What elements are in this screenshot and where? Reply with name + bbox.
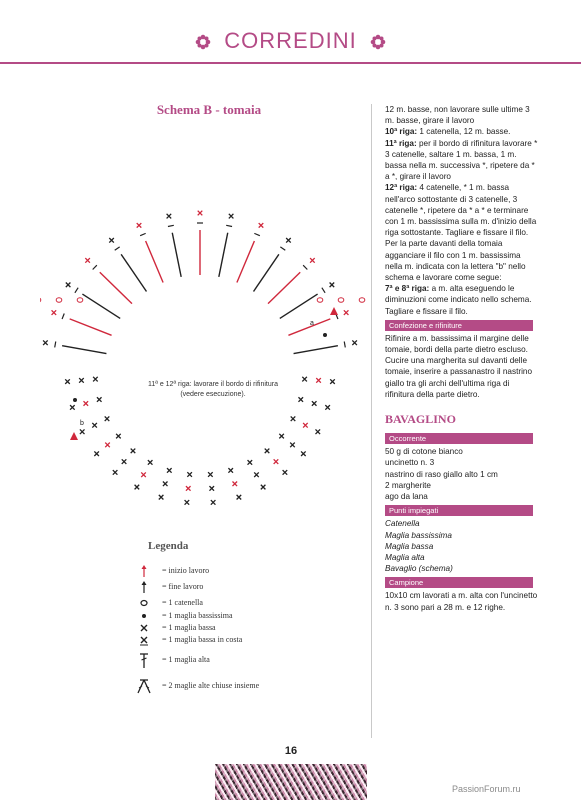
stitch-top — [62, 314, 64, 320]
paragraph: Rifinire a m. bassissima il margine delle tomaie, bordi della parte dietro escluso. — [385, 333, 529, 355]
row-text: 4 catenelle, * 1 m. bassa nell'arco sottostante di 3 catenelle, 3 catenelle *, ripetere da * a * e terminare con 1 m. bassissima sulla m. d'inizio della riga sottostante. Tagliare e fissare il filo. — [385, 183, 537, 238]
stitch-top — [303, 265, 307, 269]
stitch-top — [93, 265, 97, 269]
start-arrow-mark — [330, 307, 338, 315]
legend-label: = 1 catenella — [162, 598, 203, 607]
row-text: 1 catenella, 12 m. basse. — [417, 127, 511, 137]
single-crochet-mark — [70, 405, 75, 410]
single-crochet-mark — [94, 451, 99, 456]
single-crochet-mark — [283, 470, 288, 475]
double-crochet-mark — [100, 272, 132, 303]
single-crochet-mark — [135, 485, 140, 490]
double-crochet-mark — [70, 319, 112, 335]
single-crochet-icon — [138, 622, 150, 634]
row-label: 10ª riga: — [385, 127, 418, 137]
single-crochet-mark — [248, 460, 253, 465]
materials-item: ago da lana — [385, 492, 428, 502]
bavaglino-title: BAVAGLINO — [385, 412, 456, 427]
section-heading-punti: Punti impiegati — [385, 505, 533, 516]
chain-mark — [56, 298, 62, 302]
paragraph — [385, 138, 540, 183]
stitch-item: Maglia alta — [385, 552, 425, 562]
paragraph — [385, 182, 540, 238]
single-crochet-mark — [208, 472, 213, 477]
single-crochet-mark — [185, 500, 190, 505]
row-text: per il bordo di rifinitura lavorare * 3 catenelle, saltare 1 m. bassa, 1 m. bassa nella m. successiva *, ripetere da * a *, girare il lavoro — [385, 138, 538, 182]
double-crochet-mark — [219, 233, 228, 277]
legend-label: = inizio lavoro — [162, 566, 210, 575]
paragraph: Per la parte davanti della tomaia agganciare il filo con 1 m. bassissima nella m. indicata con la lettera "b" nello schema e lavorare come segue: — [385, 239, 526, 283]
label-a: a — [310, 320, 314, 327]
single-crochet-mark — [116, 434, 121, 439]
single-crochet-mark — [105, 443, 110, 448]
stitch-top — [168, 225, 174, 226]
single-crochet-mark — [232, 482, 237, 487]
single-crochet-mark — [344, 310, 349, 315]
watermark: PassionForum.ru — [452, 784, 521, 794]
single-crochet-mark — [141, 472, 146, 477]
single-crochet-mark — [312, 401, 317, 406]
page-title: CORREDINI — [224, 28, 357, 53]
single-crochet-mark — [274, 459, 279, 464]
crochet-diagram — [40, 120, 370, 520]
single-crochet-mark — [265, 449, 270, 454]
single-crochet-mark — [93, 377, 98, 382]
header-title-wrap — [0, 28, 581, 54]
single-crochet-mark — [109, 238, 114, 243]
legend-item-sc-back — [148, 634, 358, 654]
single-crochet-mark — [303, 423, 308, 428]
single-crochet-mark — [315, 429, 320, 434]
materials-item: 50 g di cotone bianco — [385, 447, 463, 457]
row-text: a m. alta eseguendo le diminuzioni come indicato nello schema. — [385, 284, 532, 305]
stitch-item: Catenella — [385, 519, 420, 529]
single-crochet-mark — [186, 486, 191, 491]
single-crochet-mark — [198, 211, 203, 216]
single-crochet-mark — [228, 468, 233, 473]
single-crochet-mark — [92, 423, 97, 428]
double-crochet-mark — [268, 272, 300, 303]
single-crochet-mark — [97, 397, 102, 402]
chain-mark — [77, 298, 83, 302]
double-crochet-mark — [294, 346, 338, 354]
stitch-top — [344, 342, 345, 348]
stitch-item: Maglia bassa — [385, 541, 434, 551]
paragraph — [385, 126, 540, 137]
stitch-item: Maglia bassissima — [385, 530, 452, 540]
single-crochet-mark — [167, 468, 172, 473]
dc2tog-icon — [134, 678, 154, 694]
legend-label: = 1 maglia bassa — [162, 623, 216, 632]
materials-item: uncinetto n. 3 — [385, 458, 435, 468]
row-label: 11ª riga: — [385, 138, 417, 148]
legend-label: = fine lavoro — [162, 582, 204, 591]
paragraph: 10x10 cm lavorati a m. alta con l'uncinetto n. 3 sono pari a 28 m. e 12 righe. — [385, 591, 538, 612]
single-crochet-mark — [310, 258, 315, 263]
double-crochet-mark — [121, 254, 146, 291]
chain-icon — [138, 597, 150, 609]
double-crochet-mark — [146, 241, 163, 282]
instructions-column — [385, 104, 540, 613]
stitch-top — [322, 288, 325, 293]
double-crochet-icon — [138, 652, 150, 668]
stitch-top — [254, 233, 260, 235]
single-crochet-mark — [79, 378, 84, 383]
legend-label: = 1 maglia bassissima — [162, 611, 233, 620]
single-crochet-mark — [84, 401, 89, 406]
legend-title: Legenda — [148, 540, 189, 552]
chain-mark — [338, 298, 344, 302]
double-crochet-mark — [254, 254, 279, 291]
single-crochet-mark — [131, 449, 136, 454]
legend-item-start — [148, 565, 358, 581]
stitch-top — [55, 342, 56, 348]
single-crochet-mark — [209, 486, 214, 491]
stitch-item: Bavaglio (schema) — [385, 564, 453, 574]
single-crochet-mark — [279, 434, 284, 439]
section-heading-campione: Campione — [385, 577, 533, 588]
single-crochet-mark — [159, 495, 164, 500]
slip-stitch-mark — [323, 333, 327, 337]
header-rule — [0, 62, 581, 64]
stitch-top — [280, 247, 285, 250]
legend-item-chain — [148, 597, 358, 610]
single-crochet-mark — [298, 397, 303, 402]
slip-stitch-icon — [138, 610, 150, 622]
section-heading-occorrente: Occorrente — [385, 433, 533, 444]
single-crochet-mark — [237, 495, 242, 500]
diagram-caption: 11ª e 12ª riga: lavorare il bordo di rifinitura (vedere esecuzione). — [148, 381, 278, 398]
single-crochet-mark — [261, 485, 266, 490]
single-crochet-mark — [66, 283, 71, 288]
single-crochet-mark — [105, 416, 110, 421]
row-label: 7ª e 8ª riga: — [385, 284, 430, 294]
single-crochet-mark — [65, 379, 70, 384]
stitch-top — [226, 225, 232, 226]
single-crochet-mark — [229, 214, 234, 219]
stitch-top — [140, 233, 146, 235]
double-crochet-mark — [62, 346, 106, 354]
paragraph: Cucire una margherita sul davanti delle tomaie, inserire a passanastro il nastrino giallo tra gli archi dell'ultima riga di rifinitura della parte dietro. — [385, 356, 532, 399]
start-arrow-mark — [70, 432, 78, 440]
column-divider — [371, 104, 372, 738]
double-crochet-mark — [237, 241, 254, 282]
page-header — [0, 0, 581, 64]
single-crochet-mark — [330, 283, 335, 288]
single-crochet-mark — [80, 429, 85, 434]
single-crochet-mark — [325, 405, 330, 410]
legend-item-dc2tog — [148, 680, 358, 696]
single-crochet-mark — [122, 459, 127, 464]
legend-item-sc — [148, 622, 358, 634]
flower-icon — [370, 34, 386, 50]
paragraph — [385, 283, 540, 305]
row-label: 12ª riga: — [385, 183, 418, 193]
single-crochet-mark — [352, 340, 357, 345]
chain-mark — [317, 298, 323, 302]
sc-back-loop-icon — [138, 634, 150, 646]
single-crochet-mark — [259, 223, 264, 228]
legend-item-dc — [148, 654, 358, 680]
legend — [148, 540, 358, 696]
single-crochet-mark — [187, 472, 192, 477]
single-crochet-mark — [163, 482, 168, 487]
paragraph: 12 m. basse, non lavorare sulle ultime 3 m. basse, girare il lavoro — [385, 105, 530, 126]
chain-mark — [359, 298, 365, 302]
stitch-top — [75, 288, 78, 293]
double-crochet-mark — [172, 233, 181, 277]
single-crochet-mark — [167, 214, 172, 219]
double-crochet-mark — [280, 294, 318, 318]
single-crochet-mark — [43, 340, 48, 345]
legend-item-slip — [148, 610, 358, 622]
section-heading-confezione: Confezione e rifiniture — [385, 320, 533, 331]
legend-label: = 2 maglie alte chiuse insieme — [162, 681, 260, 690]
paragraph: Tagliare e fissare il filo. — [385, 306, 468, 316]
label-b: b — [80, 420, 84, 427]
single-crochet-mark — [330, 379, 335, 384]
double-crochet-mark — [82, 294, 120, 318]
single-crochet-mark — [290, 443, 295, 448]
end-arrow-icon — [138, 581, 150, 593]
single-crochet-mark — [302, 377, 307, 382]
slip-stitch-mark — [73, 398, 77, 402]
single-crochet-mark — [254, 472, 259, 477]
single-crochet-mark — [286, 238, 291, 243]
single-crochet-mark — [148, 460, 153, 465]
single-crochet-mark — [316, 378, 321, 383]
knit-texture-strip — [215, 764, 367, 800]
single-crochet-mark — [137, 223, 142, 228]
materials-item: 2 margherite — [385, 480, 431, 490]
schema-title: Schema B - tomaia — [156, 102, 262, 117]
single-crochet-mark — [301, 451, 306, 456]
single-crochet-mark — [211, 500, 216, 505]
page-number: 16 — [284, 745, 298, 757]
stitch-top — [115, 247, 120, 250]
legend-label: = 1 maglia alta — [162, 655, 210, 664]
start-arrow-icon — [138, 565, 150, 577]
legend-label: = 1 maglia bassa in costa — [162, 635, 243, 644]
single-crochet-mark — [52, 310, 57, 315]
single-crochet-mark — [291, 416, 296, 421]
chain-mark — [40, 298, 41, 302]
legend-item-end — [148, 581, 358, 597]
single-crochet-mark — [113, 470, 118, 475]
single-crochet-mark — [85, 258, 90, 263]
flower-icon — [195, 34, 211, 50]
materials-item: nastrino di raso giallo alto 1 cm — [385, 469, 498, 479]
